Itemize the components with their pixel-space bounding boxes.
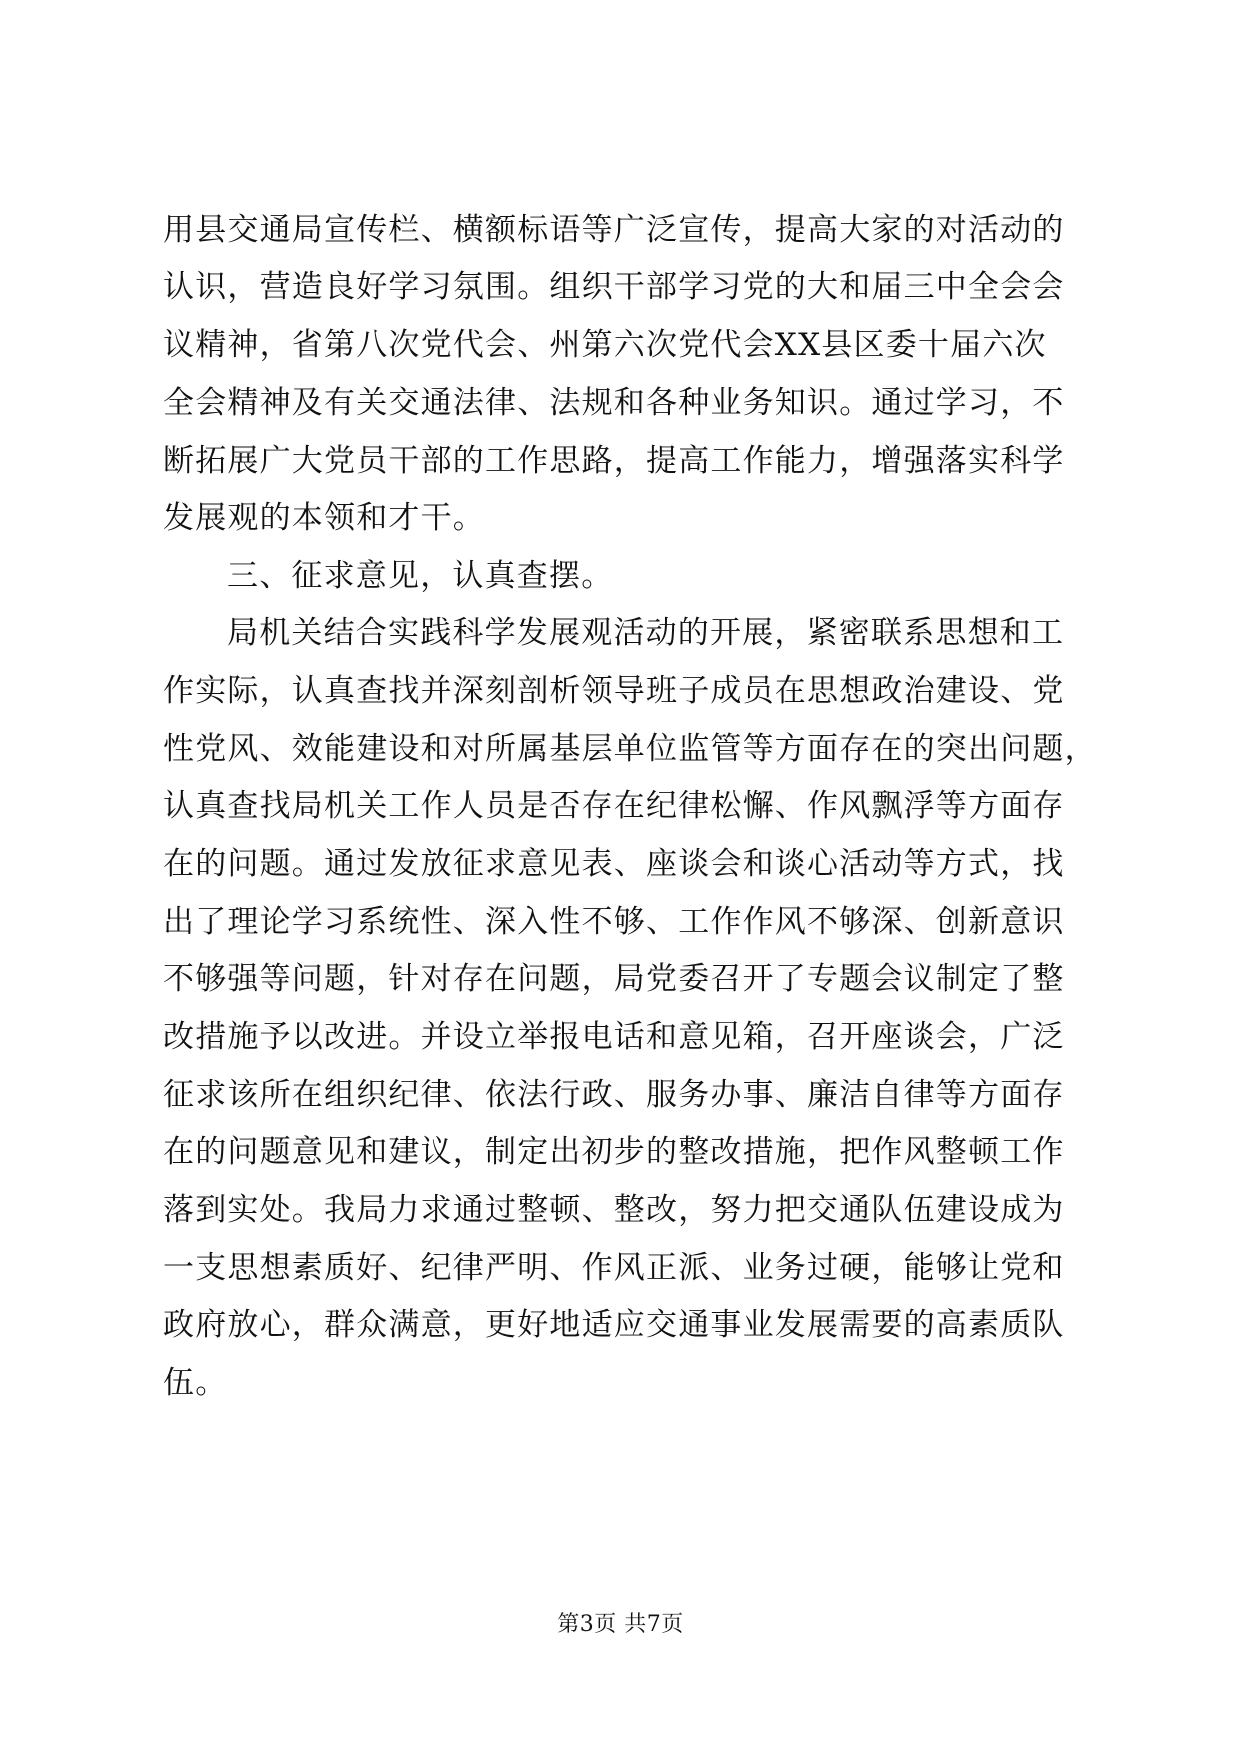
body-text-line: 在的问题意见和建议，制定出初步的整改措施，把作风整顿工作 <box>163 1134 1065 1170</box>
body-text-line: 断拓展广大党员干部的工作思路，提高工作能力，增强落实科学 <box>163 443 1065 479</box>
body-text-line: 出了理论学习系统性、深入性不够、工作作风不够深、创新意识 <box>163 904 1065 940</box>
body-text-line: 发展观的本领和才干。 <box>163 500 485 536</box>
body-text-line: 性党风、效能建设和对所属基层单位监管等方面存在的突出问题， <box>163 731 1097 767</box>
body-text-line: 局机关结合实践科学发展观活动的开展，紧密联系思想和工 <box>227 615 1065 651</box>
body-text-line: 在的问题。通过发放征求意见表、座谈会和谈心活动等方式，找 <box>163 846 1065 882</box>
body-text-line: 伍。 <box>163 1365 228 1401</box>
body-text-line: 作实际，认真查找并深刻剖析领导班子成员在思想政治建设、党 <box>163 673 1065 709</box>
body-text-line: 政府放心，群众满意，更好地适应交通事业发展需要的高素质队 <box>163 1307 1065 1343</box>
body-text-line: 认真查找局机关工作人员是否存在纪律松懈、作风飘浮等方面存 <box>163 788 1065 824</box>
body-text-line: 认识，营造良好学习氛围。组织干部学习党的大和届三中全会会 <box>163 269 1065 305</box>
body-text-line: 落到实处。我局力求通过整顿、整改，努力把交通队伍建设成为 <box>163 1192 1065 1228</box>
section-heading: 三、征求意见，认真查摆。 <box>227 558 614 594</box>
body-text-line: 征求该所在组织纪律、依法行政、服务办事、廉洁自律等方面存 <box>163 1077 1065 1113</box>
page-number-footer: 第3页 共7页 <box>557 1612 684 1637</box>
body-text-line: 不够强等问题，针对存在问题，局党委召开了专题会议制定了整 <box>163 961 1065 997</box>
body-text-line: 全会精神及有关交通法律、法规和各种业务知识。通过学习，不 <box>163 385 1065 421</box>
body-text-line: 一支思想素质好、纪律严明、作风正派、业务过硬，能够让党和 <box>163 1250 1065 1286</box>
body-text-line: 用县交通局宣传栏、横额标语等广泛宣传，提高大家的对活动的 <box>163 212 1065 248</box>
body-text-line: 议精神，省第八次党代会、州第六次党代会XX县区委十届六次 <box>163 327 1047 363</box>
body-text-line: 改措施予以改进。并设立举报电话和意见箱，召开座谈会，广泛 <box>163 1019 1065 1055</box>
